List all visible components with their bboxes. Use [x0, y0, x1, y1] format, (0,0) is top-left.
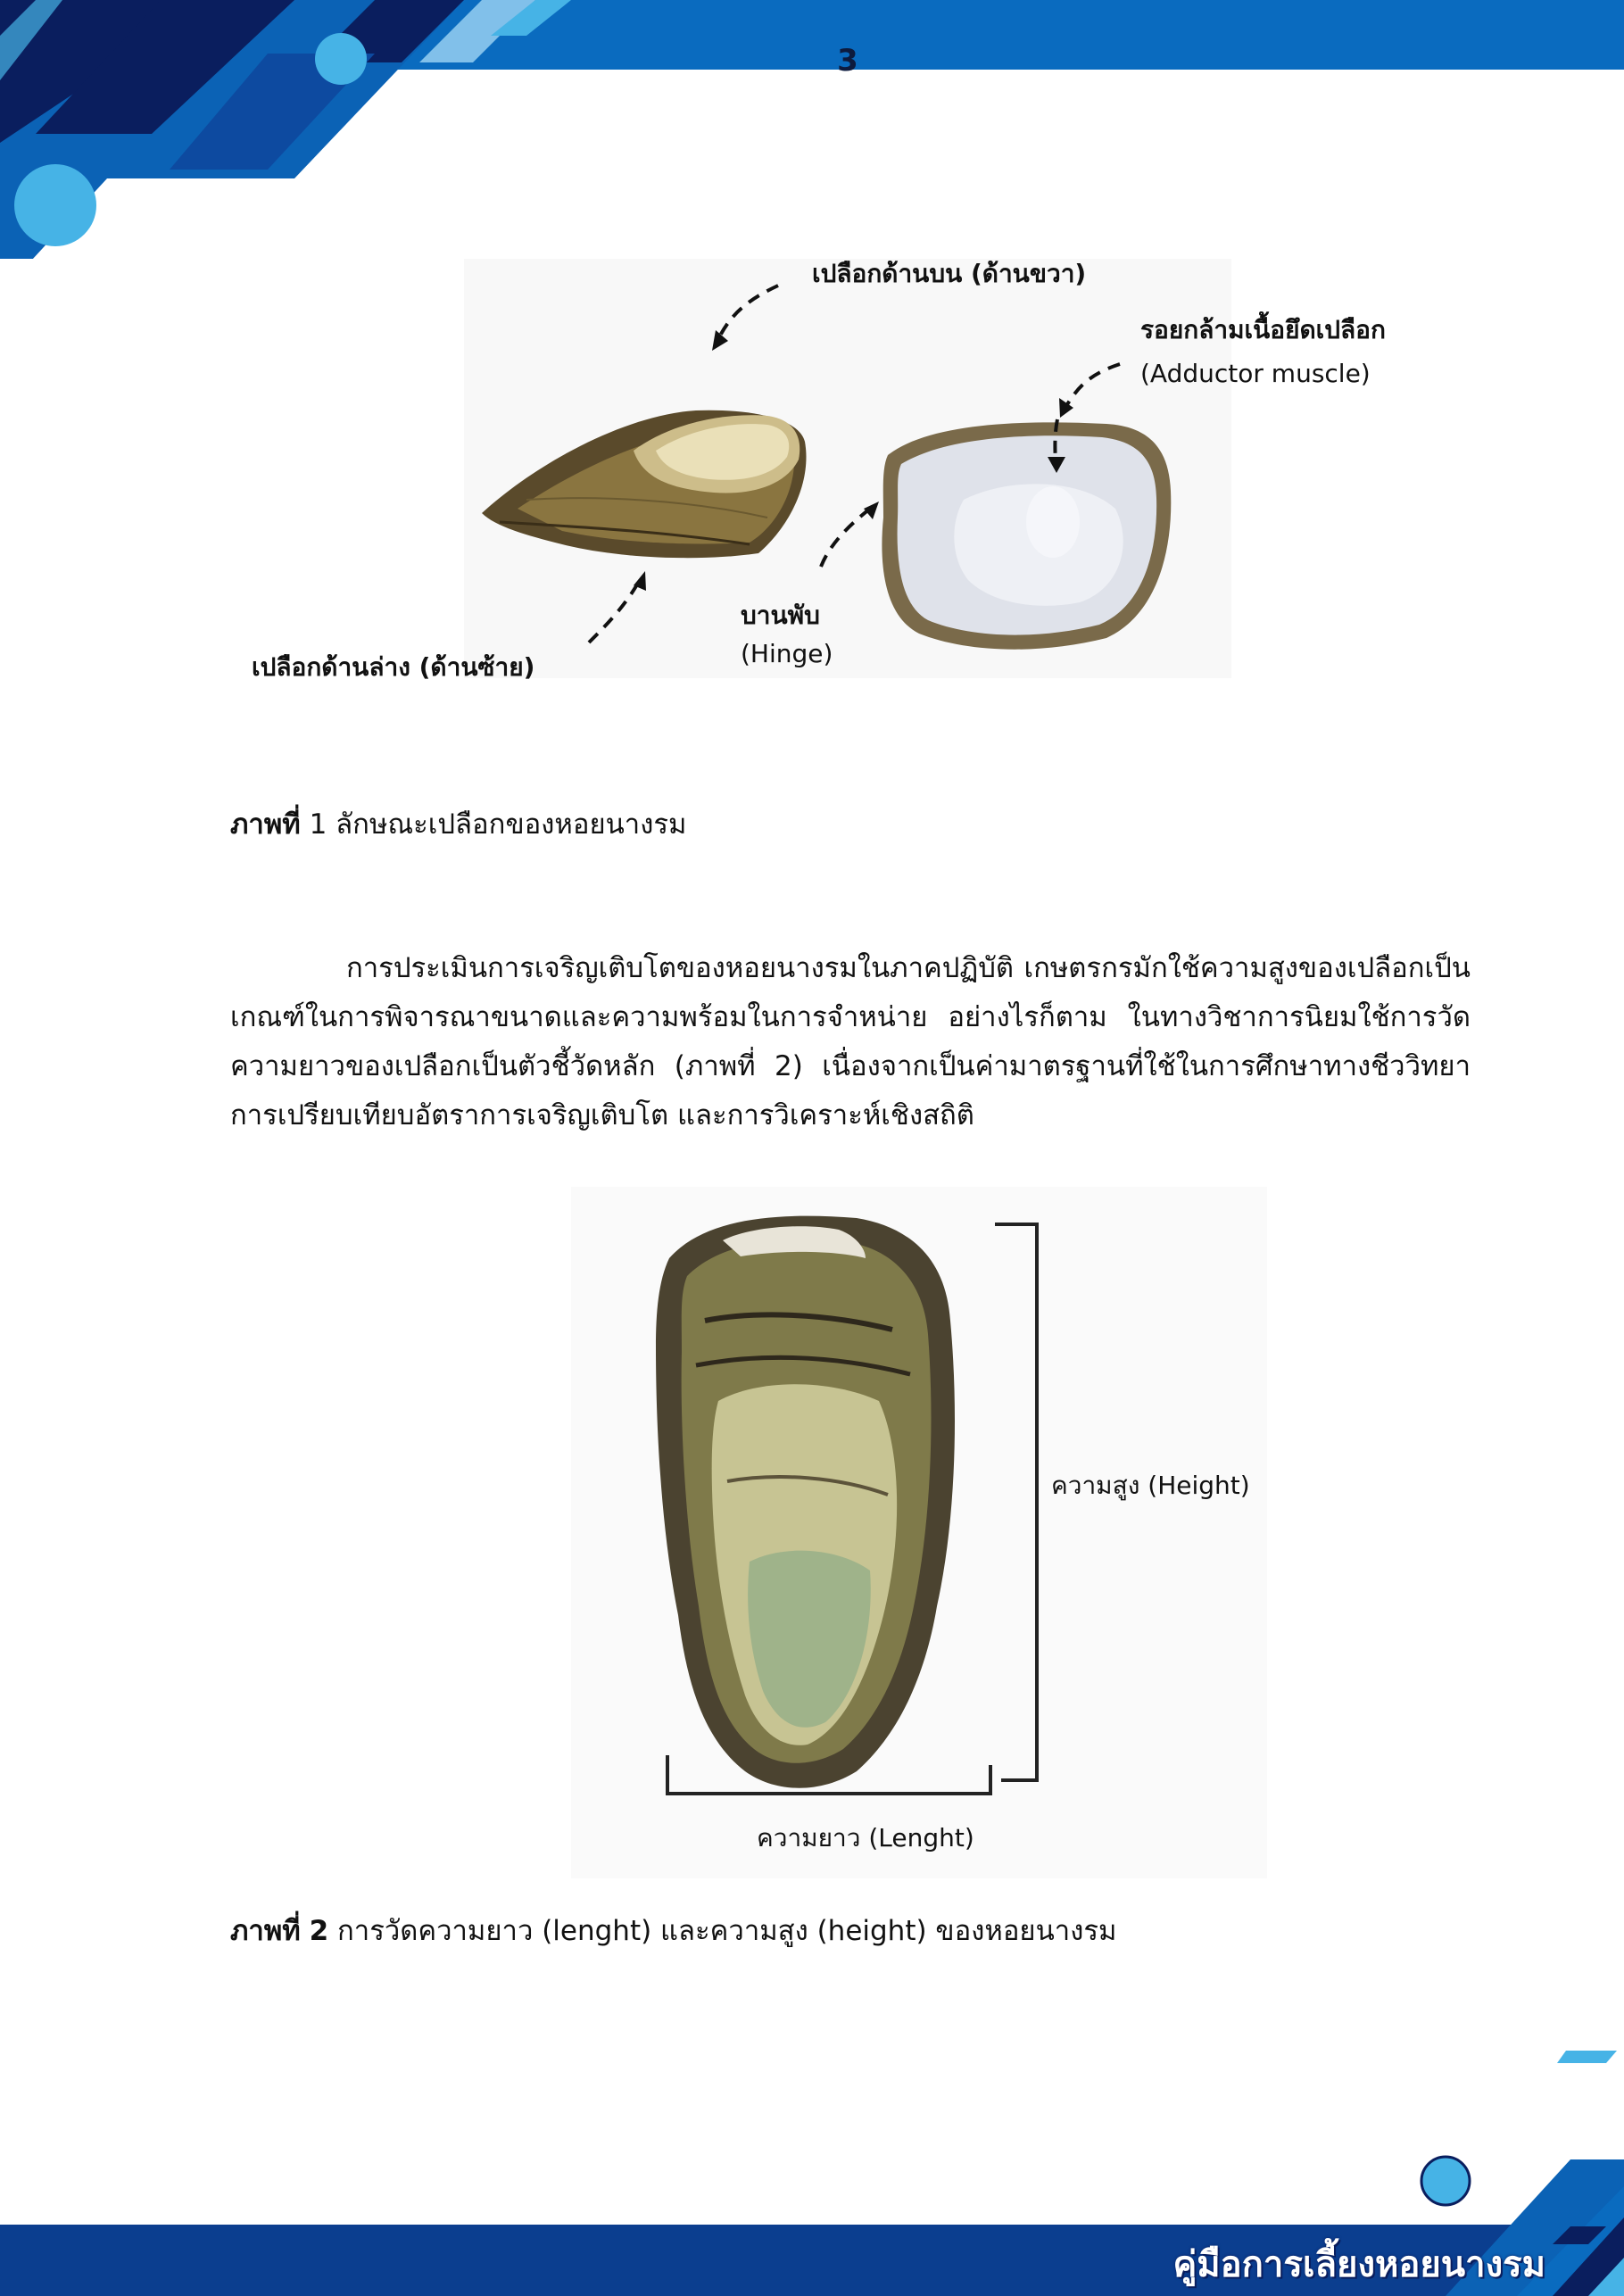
label-height: ความสูง (Height) — [1051, 1471, 1250, 1500]
label-bottom-shell: เปลือกด้านล่าง (ด้านซ้าย) — [252, 652, 535, 682]
figure-2-caption — [230, 1908, 1116, 1952]
decorative-circle — [315, 33, 367, 85]
open-oyster-shell — [882, 422, 1171, 649]
label-length: ความยาว (Lenght) — [757, 1823, 974, 1853]
figure-1-caption — [230, 801, 686, 846]
page-number: 3 — [837, 43, 858, 79]
caption-prefix: ภาพที่ — [230, 1915, 301, 1947]
caption-number: 1 — [309, 808, 327, 841]
decorative-circle — [1421, 2157, 1470, 2205]
footer-title: คู่มือการเลี้ยงหอยนางรม — [1172, 2244, 1545, 2285]
caption-prefix: ภาพที่ — [230, 808, 301, 841]
body-paragraph: การประเมินการเจริญเติบโตของหอยนางรมในภาคปฏิบัติ เกษตรกรมักใช้ความสูงของเปลือกเป็นเกณฑ์ในการพิจารณาขนาดและความพร้อมในการจำหน่าย อย่างไรก็ตาม ในทางวิชาการนิยมใช้การวัดความยาวของเปลือกเป็นตัวชี้วัดหลัก (ภาพที่ 2) เนื่องจากเป็นค่ามาตรฐานที่ใช้ในการศึกษาทางชีววิทยา การเปรียบเทียบอัตราการเจริญเติบโต และการวิเคราะห์เชิงสถิติ — [230, 952, 1471, 1131]
decorative-circle — [14, 164, 96, 246]
label-adductor-th: รอยกล้ามเนื้อยึดเปลือก — [1140, 315, 1386, 344]
label-hinge-en: (Hinge) — [741, 639, 833, 668]
label-top-shell: เปลือกด้านบน (ด้านขวา) — [812, 259, 1087, 288]
figure-1-image — [464, 259, 1231, 678]
caption-text: ลักษณะเปลือกของหอยนางรม — [336, 808, 687, 841]
figure-2-image — [571, 1187, 1267, 1878]
body-paragraph-block — [230, 944, 1471, 1140]
label-hinge-th: บานพับ — [741, 601, 820, 630]
caption-number: 2 — [309, 1915, 329, 1947]
caption-text: การวัดความยาว (lenght) และความสูง (height) ของหอยนางรม — [337, 1915, 1117, 1947]
header-decoration — [0, 0, 1624, 259]
label-adductor-en: (Adductor muscle) — [1140, 359, 1371, 388]
